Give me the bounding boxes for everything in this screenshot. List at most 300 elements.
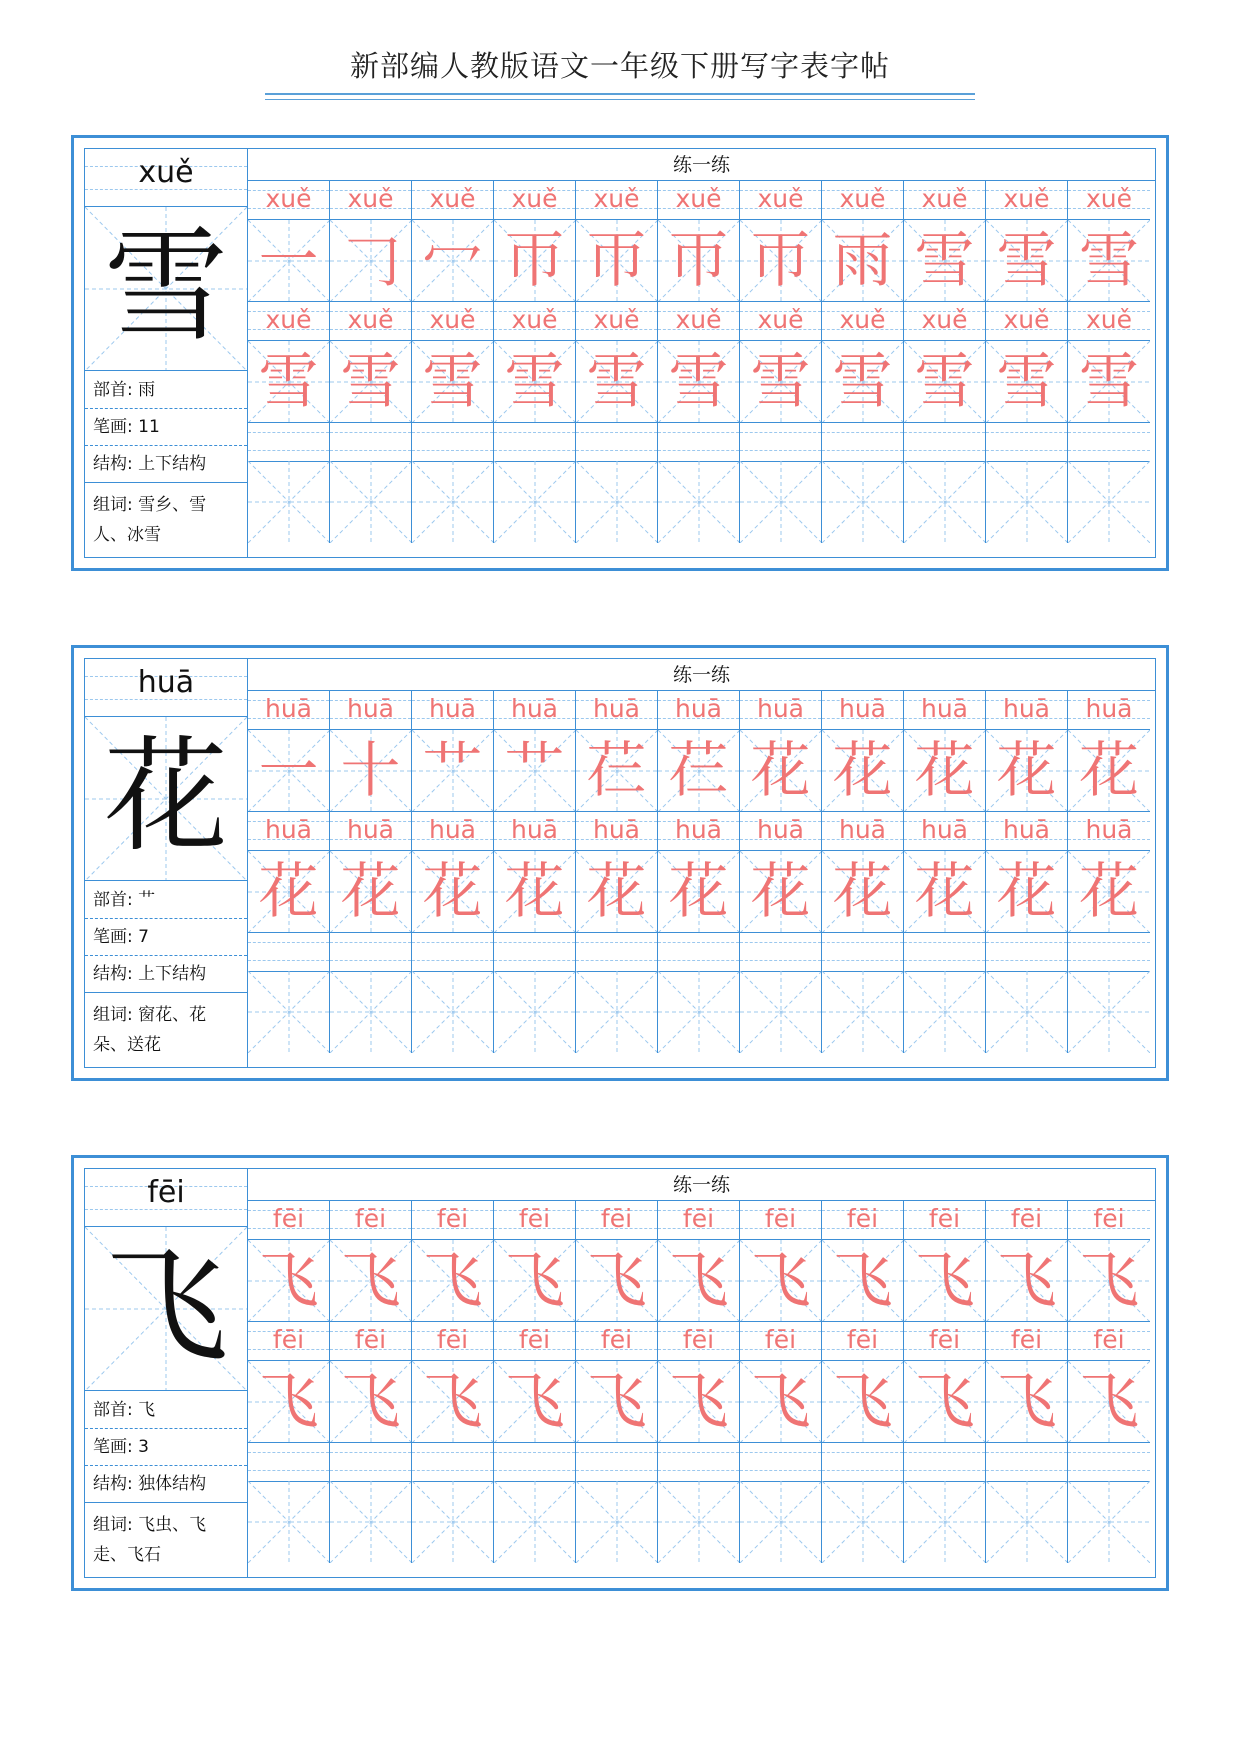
mi-grid-guide <box>494 1481 576 1563</box>
guide-line <box>1068 942 1150 943</box>
guide-line <box>494 1470 575 1471</box>
trace-cell[interactable] <box>986 1361 1068 1443</box>
trace-cell[interactable] <box>576 1240 658 1322</box>
trace-character: 花 <box>422 857 483 927</box>
trace-character: 帀 <box>668 226 729 296</box>
mi-grid-guide <box>248 971 330 1053</box>
guide-line <box>494 432 575 433</box>
trace-cell[interactable] <box>330 1481 412 1563</box>
pinyin-cell <box>986 933 1068 972</box>
trace-cell[interactable] <box>248 971 330 1053</box>
practice-grid <box>248 1169 1155 1577</box>
pinyin-text: xuě <box>429 184 476 213</box>
pinyin-cell <box>412 1201 494 1240</box>
trace-cell[interactable] <box>494 730 576 812</box>
guide-line <box>330 960 411 961</box>
mi-grid-guide <box>822 971 904 1053</box>
guide-line <box>248 1470 329 1471</box>
pinyin-text: xuě <box>757 184 804 213</box>
trace-cell[interactable] <box>822 851 904 933</box>
trace-cell[interactable] <box>1068 971 1150 1053</box>
radical-row: 部首: 雨 <box>85 372 247 409</box>
trace-cell[interactable] <box>412 1240 494 1322</box>
pinyin-text: xuě <box>675 305 722 334</box>
trace-cell[interactable] <box>1068 461 1150 543</box>
trace-character: 飞 <box>340 1246 401 1316</box>
trace-cell[interactable] <box>576 730 658 812</box>
strokes-row: 笔画: 3 <box>85 1429 247 1466</box>
trace-cell[interactable] <box>1068 851 1150 933</box>
pinyin-cell <box>822 1443 904 1482</box>
trace-character: 飞 <box>422 1246 483 1316</box>
mi-grid-guide <box>658 971 740 1053</box>
mi-grid-guide <box>412 971 494 1053</box>
guide-line <box>248 432 329 433</box>
pinyin-text: xuě <box>1085 305 1133 334</box>
pinyin-cell <box>740 691 822 730</box>
pinyin-cell <box>740 933 822 972</box>
pinyin-cell <box>822 302 904 341</box>
trace-character: 帀 <box>504 226 565 296</box>
trace-cell[interactable] <box>248 1361 330 1443</box>
trace-character: 飞 <box>750 1367 811 1437</box>
mi-grid-guide <box>494 971 576 1053</box>
trace-cell[interactable] <box>494 220 576 302</box>
pinyin-text: huā <box>264 815 312 844</box>
pinyin-cell <box>904 1443 986 1482</box>
guide-line <box>904 942 985 943</box>
sheet-inner-frame <box>84 1168 1156 1578</box>
character-sheet <box>71 135 1169 571</box>
trace-cell[interactable] <box>1068 1481 1150 1563</box>
trace-character: 花 <box>340 857 401 927</box>
pinyin-text: huā <box>510 815 558 844</box>
trace-cell[interactable] <box>412 461 494 543</box>
pinyin-text: fēi <box>436 1325 469 1354</box>
trace-character: 花 <box>832 736 893 806</box>
guide-line <box>576 1470 657 1471</box>
trace-character: 飞 <box>1079 1246 1139 1316</box>
trace-character: 花 <box>1079 857 1139 927</box>
trace-cell[interactable] <box>412 730 494 812</box>
pinyin-text: fēi <box>764 1325 797 1354</box>
trace-cell[interactable] <box>740 1240 822 1322</box>
pinyin-cell <box>248 1322 330 1361</box>
trace-cell[interactable] <box>494 1361 576 1443</box>
pinyin-text: huā <box>756 694 804 723</box>
trace-character: 飞 <box>668 1246 729 1316</box>
trace-cell[interactable] <box>986 461 1068 543</box>
pinyin-text: fēi <box>1093 1325 1125 1354</box>
guide-line <box>904 1470 985 1471</box>
trace-character: 雪 <box>832 347 893 417</box>
trace-cell[interactable] <box>412 1361 494 1443</box>
guide-line <box>658 960 739 961</box>
trace-character: 𠃌 <box>340 226 401 296</box>
trace-cell[interactable] <box>494 461 576 543</box>
trace-cell[interactable] <box>330 730 412 812</box>
trace-character: 芢 <box>586 736 647 806</box>
pinyin-cell <box>1068 933 1150 972</box>
trace-cell[interactable] <box>576 971 658 1053</box>
pinyin-cell <box>576 1443 658 1482</box>
pinyin-text: huā <box>920 815 968 844</box>
pinyin-text: fēi <box>1093 1204 1125 1233</box>
mi-grid-guide <box>986 971 1068 1053</box>
trace-cell[interactable] <box>822 220 904 302</box>
trace-cell[interactable] <box>986 971 1068 1053</box>
mi-grid-guide <box>904 461 986 543</box>
pinyin-text: huā <box>592 815 640 844</box>
pinyin-cell <box>576 691 658 730</box>
trace-cell[interactable] <box>986 341 1068 423</box>
trace-cell[interactable] <box>904 1361 986 1443</box>
strokes-row: 笔画: 11 <box>85 409 247 446</box>
pinyin-text: fēi <box>846 1325 879 1354</box>
pinyin-text: huā <box>346 815 394 844</box>
guide-line <box>576 1452 657 1453</box>
trace-cell[interactable] <box>658 1240 740 1322</box>
trace-cell[interactable] <box>412 851 494 933</box>
mi-grid-guide <box>740 461 822 543</box>
guide-line <box>822 450 903 451</box>
trace-cell[interactable] <box>576 220 658 302</box>
pinyin-cell <box>740 423 822 462</box>
page-title: 新部编人教版语文一年级下册写字表字帖 <box>349 49 890 83</box>
trace-cell[interactable] <box>330 971 412 1053</box>
trace-cell[interactable] <box>576 1361 658 1443</box>
trace-character: 十 <box>340 736 401 806</box>
pinyin-cell <box>494 1443 576 1482</box>
pinyin-cell <box>740 812 822 851</box>
pinyin-cell <box>330 933 412 972</box>
trace-character: 帀 <box>586 226 647 296</box>
trace-cell[interactable] <box>740 971 822 1053</box>
trace-cell[interactable] <box>330 851 412 933</box>
model-character-box <box>85 207 247 371</box>
guide-line <box>330 1452 411 1453</box>
title-underline-thin <box>265 99 975 100</box>
pinyin-cell <box>904 423 986 462</box>
trace-cell[interactable] <box>494 851 576 933</box>
trace-cell[interactable] <box>822 461 904 543</box>
trace-cell[interactable] <box>330 461 412 543</box>
trace-cell[interactable] <box>248 1481 330 1563</box>
guide-line <box>740 432 821 433</box>
pinyin-text: fēi <box>928 1325 961 1354</box>
pinyin-cell <box>1068 1443 1150 1482</box>
mi-grid-guide <box>330 971 412 1053</box>
pinyin-text: fēi <box>846 1204 879 1233</box>
trace-character: 雪 <box>504 347 565 417</box>
guide-line <box>658 1452 739 1453</box>
pinyin-cell <box>248 691 330 730</box>
pinyin-cell <box>248 181 330 220</box>
trace-cell[interactable] <box>576 461 658 543</box>
trace-cell[interactable] <box>576 341 658 423</box>
trace-cell[interactable] <box>658 1361 740 1443</box>
trace-cell[interactable] <box>822 1240 904 1322</box>
trace-character: 雪 <box>586 347 647 417</box>
mi-grid-guide <box>740 971 822 1053</box>
guide-line <box>494 942 575 943</box>
pinyin-cell <box>904 812 986 851</box>
trace-cell[interactable] <box>1068 1240 1150 1322</box>
pinyin-cell <box>986 1201 1068 1240</box>
pinyin-text: fēi <box>600 1204 633 1233</box>
pinyin-cell <box>1068 691 1150 730</box>
pinyin-cell <box>330 691 412 730</box>
trace-character: 雪 <box>668 347 729 417</box>
guide-line <box>904 960 985 961</box>
trace-cell[interactable] <box>576 851 658 933</box>
trace-cell[interactable] <box>904 851 986 933</box>
mi-grid-guide <box>1068 971 1150 1053</box>
pinyin-cell <box>248 423 330 462</box>
mi-grid-guide <box>1068 1481 1150 1563</box>
pinyin-cell <box>986 181 1068 220</box>
trace-cell[interactable] <box>658 461 740 543</box>
trace-cell[interactable] <box>1068 220 1150 302</box>
trace-character: 花 <box>996 857 1057 927</box>
pinyin-cell <box>412 1322 494 1361</box>
pinyin-text: huā <box>1002 694 1050 723</box>
trace-character: 飞 <box>422 1367 483 1437</box>
pinyin-text: xuě <box>921 184 968 213</box>
pinyin-cell <box>1068 1322 1150 1361</box>
trace-cell[interactable] <box>412 1481 494 1563</box>
guide-line <box>494 450 575 451</box>
trace-cell[interactable] <box>740 341 822 423</box>
trace-cell[interactable] <box>248 220 330 302</box>
guide-line <box>904 1452 985 1453</box>
pinyin-text: huā <box>838 815 886 844</box>
pinyin-cell <box>904 691 986 730</box>
trace-cell[interactable] <box>412 341 494 423</box>
trace-cell[interactable] <box>904 971 986 1053</box>
trace-cell[interactable] <box>740 220 822 302</box>
pinyin-text: xuě <box>921 305 968 334</box>
pinyin-text: huā <box>1085 815 1133 844</box>
trace-cell[interactable] <box>658 1481 740 1563</box>
pinyin-text: xuě <box>593 305 640 334</box>
guide-line <box>1068 432 1150 433</box>
character-pinyin-box <box>85 659 247 717</box>
trace-cell[interactable] <box>658 730 740 812</box>
trace-cell[interactable] <box>330 1361 412 1443</box>
pinyin-cell <box>822 812 904 851</box>
pinyin-cell <box>412 933 494 972</box>
pinyin-cell <box>822 691 904 730</box>
pinyin-cell <box>1068 812 1150 851</box>
sheet-inner-frame <box>84 658 1156 1068</box>
guide-line <box>576 960 657 961</box>
trace-cell[interactable] <box>412 220 494 302</box>
guide-line <box>412 432 493 433</box>
trace-cell[interactable] <box>1068 341 1150 423</box>
trace-character: 雪 <box>996 347 1057 417</box>
trace-cell[interactable] <box>904 1481 986 1563</box>
guide-line <box>1068 960 1150 961</box>
guide-line <box>658 450 739 451</box>
strokes-row: 笔画: 7 <box>85 919 247 956</box>
trace-character: 飞 <box>914 1367 975 1437</box>
mi-grid-guide <box>576 1481 658 1563</box>
trace-cell[interactable] <box>822 730 904 812</box>
guide-line <box>1068 450 1150 451</box>
guide-line <box>248 450 329 451</box>
trace-cell[interactable] <box>330 220 412 302</box>
pinyin-cell <box>658 1322 740 1361</box>
trace-cell[interactable] <box>248 341 330 423</box>
trace-cell[interactable] <box>658 341 740 423</box>
trace-cell[interactable] <box>986 1240 1068 1322</box>
character-sheet <box>71 645 1169 1081</box>
pinyin-text: fēi <box>600 1325 633 1354</box>
trace-cell[interactable] <box>658 851 740 933</box>
trace-cell[interactable] <box>822 341 904 423</box>
practice-header: 练一练 <box>248 1169 1155 1201</box>
trace-character: 花 <box>586 857 647 927</box>
pinyin-cell <box>740 1443 822 1482</box>
trace-cell[interactable] <box>248 851 330 933</box>
pinyin-cell <box>822 423 904 462</box>
trace-cell[interactable] <box>248 461 330 543</box>
character-pinyin: fēi <box>147 1175 185 1210</box>
pinyin-cell <box>822 933 904 972</box>
trace-cell[interactable] <box>904 1240 986 1322</box>
pinyin-cell <box>330 1443 412 1482</box>
trace-character: 花 <box>914 736 975 806</box>
trace-cell[interactable] <box>658 220 740 302</box>
trace-cell[interactable] <box>1068 1361 1150 1443</box>
trace-cell[interactable] <box>904 341 986 423</box>
mi-grid-guide <box>1068 461 1150 543</box>
guide-line <box>986 450 1067 451</box>
pinyin-text: huā <box>428 815 476 844</box>
pinyin-cell <box>248 933 330 972</box>
pinyin-cell <box>822 181 904 220</box>
guide-line <box>330 432 411 433</box>
trace-cell[interactable] <box>822 971 904 1053</box>
pinyin-text: huā <box>756 815 804 844</box>
trace-character: 一 <box>258 736 319 806</box>
pinyin-cell <box>330 812 412 851</box>
trace-cell[interactable] <box>248 1240 330 1322</box>
trace-character: 飞 <box>340 1367 401 1437</box>
pinyin-cell <box>740 302 822 341</box>
trace-cell[interactable] <box>986 1481 1068 1563</box>
mi-grid-guide <box>412 461 494 543</box>
pinyin-cell <box>986 302 1068 341</box>
trace-character: 飞 <box>258 1367 319 1437</box>
trace-character: 飞 <box>668 1367 729 1437</box>
pinyin-text: xuě <box>1085 184 1133 213</box>
trace-cell[interactable] <box>740 1361 822 1443</box>
trace-character: 飞 <box>914 1246 975 1316</box>
trace-character: 艹 <box>422 736 483 806</box>
pinyin-text: fēi <box>1010 1204 1043 1233</box>
trace-cell[interactable] <box>330 341 412 423</box>
trace-cell[interactable] <box>412 971 494 1053</box>
pinyin-cell <box>576 423 658 462</box>
trace-cell[interactable] <box>494 341 576 423</box>
pinyin-cell <box>658 302 740 341</box>
trace-cell[interactable] <box>740 730 822 812</box>
mi-grid-guide <box>986 461 1068 543</box>
mi-grid-guide <box>330 1481 412 1563</box>
trace-cell[interactable] <box>658 971 740 1053</box>
pinyin-cell <box>1068 302 1150 341</box>
guide-line <box>986 1452 1067 1453</box>
guide-line <box>822 1452 903 1453</box>
trace-cell[interactable] <box>740 851 822 933</box>
trace-character: 艹 <box>504 736 565 806</box>
pinyin-cell <box>494 691 576 730</box>
mi-grid-guide <box>494 461 576 543</box>
pinyin-cell <box>412 691 494 730</box>
trace-cell[interactable] <box>904 220 986 302</box>
trace-cell[interactable] <box>494 1481 576 1563</box>
trace-cell[interactable] <box>986 220 1068 302</box>
pinyin-cell <box>576 812 658 851</box>
trace-character: 花 <box>1079 736 1139 806</box>
pinyin-cell <box>330 181 412 220</box>
pinyin-cell <box>330 1201 412 1240</box>
pinyin-text: xuě <box>511 184 558 213</box>
guide-line <box>412 1470 493 1471</box>
pinyin-cell <box>412 302 494 341</box>
character-pinyin: huā <box>137 665 195 700</box>
pinyin-text: huā <box>838 694 886 723</box>
trace-cell[interactable] <box>576 1481 658 1563</box>
trace-cell[interactable] <box>494 1240 576 1322</box>
trace-cell[interactable] <box>330 1240 412 1322</box>
trace-character: 飞 <box>586 1367 647 1437</box>
guide-line <box>740 960 821 961</box>
guide-line <box>986 1470 1067 1471</box>
trace-character: 花 <box>750 857 811 927</box>
pinyin-cell <box>904 302 986 341</box>
pinyin-cell <box>248 1201 330 1240</box>
practice-grid <box>248 149 1155 557</box>
trace-character: 雪 <box>914 347 975 417</box>
trace-cell[interactable] <box>986 730 1068 812</box>
mi-grid-guide <box>822 1481 904 1563</box>
trace-cell[interactable] <box>740 461 822 543</box>
trace-cell[interactable] <box>1068 730 1150 812</box>
pinyin-cell <box>658 1443 740 1482</box>
pinyin-cell <box>576 181 658 220</box>
trace-cell[interactable] <box>822 1481 904 1563</box>
trace-cell[interactable] <box>740 1481 822 1563</box>
trace-cell[interactable] <box>494 971 576 1053</box>
trace-cell[interactable] <box>248 730 330 812</box>
pinyin-cell <box>494 423 576 462</box>
pinyin-text: xuě <box>265 184 312 213</box>
mi-grid-guide <box>330 461 412 543</box>
trace-cell[interactable] <box>904 730 986 812</box>
pinyin-text: xuě <box>1003 305 1050 334</box>
practice-header: 练一练 <box>248 659 1155 691</box>
pinyin-text: huā <box>1085 694 1133 723</box>
pinyin-text: xuě <box>593 184 640 213</box>
trace-cell[interactable] <box>904 461 986 543</box>
trace-cell[interactable] <box>822 1361 904 1443</box>
trace-cell[interactable] <box>986 851 1068 933</box>
pinyin-cell <box>904 1201 986 1240</box>
guide-line <box>330 450 411 451</box>
